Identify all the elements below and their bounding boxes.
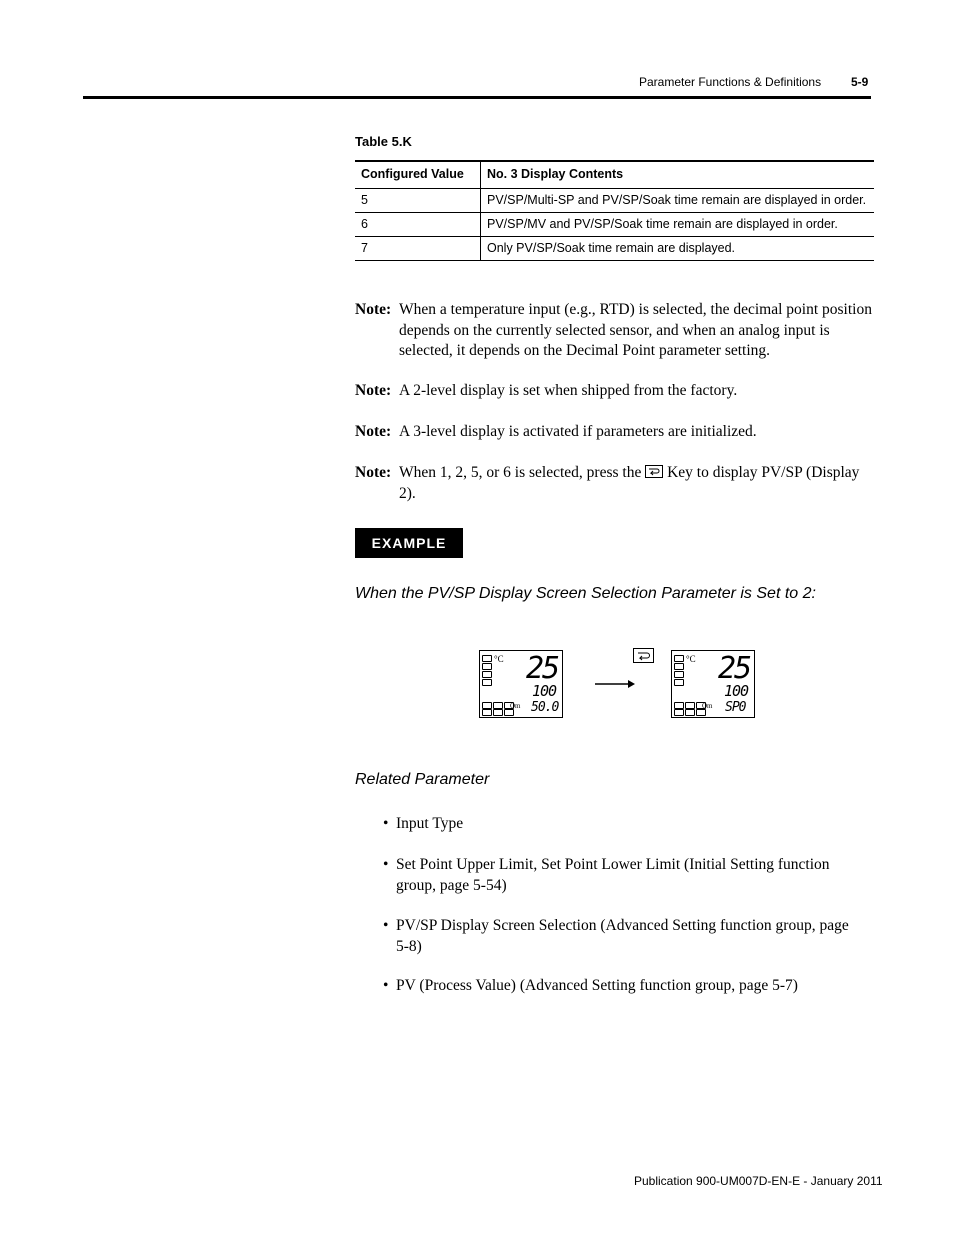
bullet-icon: • — [383, 917, 389, 934]
note-text: A 2-level display is set when shipped from the factory. — [399, 382, 738, 399]
pv-readout: 25 — [526, 651, 559, 686]
controller-display-before — [479, 650, 563, 718]
indicator-led — [482, 702, 492, 709]
example-badge: EXAMPLE — [355, 528, 463, 558]
indicator-led — [493, 709, 503, 716]
list-item — [383, 814, 863, 835]
note-label: Note: — [355, 382, 392, 399]
table-cell: Only PV/SP/Soak time remain are displayed. — [481, 237, 875, 261]
sp-readout: 100 — [532, 682, 557, 700]
bullet-icon: • — [383, 815, 389, 832]
list-item — [383, 855, 863, 896]
indicator-led — [685, 709, 695, 716]
indicator-led — [674, 655, 684, 662]
third-readout: 50.0 — [531, 700, 559, 715]
controller-display-after — [671, 650, 755, 718]
table-caption: Table 5.K — [355, 134, 412, 149]
list-item-text: PV/SP Display Screen Selection (Advanced Setting function group, page 5-8) — [396, 917, 849, 955]
sp-readout: 100 — [724, 682, 749, 700]
table-cell: PV/SP/MV and PV/SP/Soak time remain are displayed in order. — [481, 213, 875, 237]
table-cell: 7 — [355, 237, 481, 261]
note-text-before: When 1, 2, 5, or 6 is selected, press the — [399, 464, 642, 481]
list-item — [383, 976, 863, 997]
table-cell: 6 — [355, 213, 481, 237]
note-factory-level — [355, 381, 875, 402]
table-cell: PV/SP/Multi-SP and PV/SP/Soak time remain are displayed in order. — [481, 189, 875, 213]
indicator-led — [696, 709, 706, 716]
bullet-icon: • — [383, 977, 389, 994]
arrow-right-icon — [594, 678, 636, 690]
temperature-unit: °C — [686, 654, 696, 664]
temperature-unit: °C — [494, 654, 504, 664]
page-number: 5-9 — [851, 75, 869, 89]
indicator-led — [482, 709, 492, 716]
table-row — [355, 189, 874, 213]
list-item — [383, 916, 863, 957]
related-parameter-heading: Related Parameter — [355, 771, 490, 788]
indicator-led — [504, 709, 514, 716]
column-header: Configured Value — [355, 161, 481, 189]
table-row — [355, 237, 874, 261]
indicator-led — [674, 663, 684, 670]
indicator-led — [674, 671, 684, 678]
list-item-text: Input Type — [396, 815, 464, 832]
note-initialized-level — [355, 422, 875, 443]
om-label: Om — [510, 702, 521, 710]
note-text — [355, 463, 875, 504]
publication-footer: Publication 900-UM007D-EN-E - January 2011 — [634, 1174, 883, 1188]
note-label: Note: — [355, 423, 392, 440]
mode-key-icon — [633, 648, 654, 663]
indicator-led — [482, 655, 492, 662]
note-label: Note: — [355, 301, 392, 318]
running-header-title: Parameter Functions & Definitions — [639, 75, 822, 89]
list-item-text: Set Point Upper Limit, Set Point Lower Limit (Initial Setting function group, page 5-54) — [396, 856, 830, 894]
indicator-led — [674, 709, 684, 716]
example-heading: When the PV/SP Display Screen Selection Parameter is Set to 2: — [355, 585, 816, 602]
note-text: A 3-level display is activated if parameters are initialized. — [399, 423, 757, 440]
om-label: Om — [702, 702, 713, 710]
indicator-led — [482, 663, 492, 670]
note-text-after: Key to display PV/SP (Display 2). — [399, 464, 860, 502]
note-decimal-point — [355, 300, 875, 362]
indicator-led — [482, 679, 492, 686]
list-item-text: PV (Process Value) (Advanced Setting function group, page 5-7) — [396, 977, 798, 994]
indicator-led — [674, 679, 684, 686]
indicator-led — [674, 702, 684, 709]
third-readout: SP0 — [725, 700, 746, 715]
note-text: When a temperature input (e.g., RTD) is selected, the decimal point position depends on the currently selected sensor, and when an analog input is selected, it depends on the Decimal Point parameter setting. — [399, 301, 872, 359]
mode-key-icon — [645, 465, 663, 478]
header-rule — [83, 96, 871, 99]
note-label: Note: — [355, 464, 392, 481]
column-header: No. 3 Display Contents — [481, 161, 875, 189]
indicator-led — [482, 671, 492, 678]
bullet-icon: • — [383, 856, 389, 873]
note-key-display — [355, 463, 875, 504]
indicator-led — [493, 702, 503, 709]
pv-readout: 25 — [718, 651, 751, 686]
indicator-led — [685, 702, 695, 709]
table-cell: 5 — [355, 189, 481, 213]
display-contents-table — [355, 160, 874, 261]
table-row — [355, 213, 874, 237]
table-header-row — [355, 161, 874, 189]
